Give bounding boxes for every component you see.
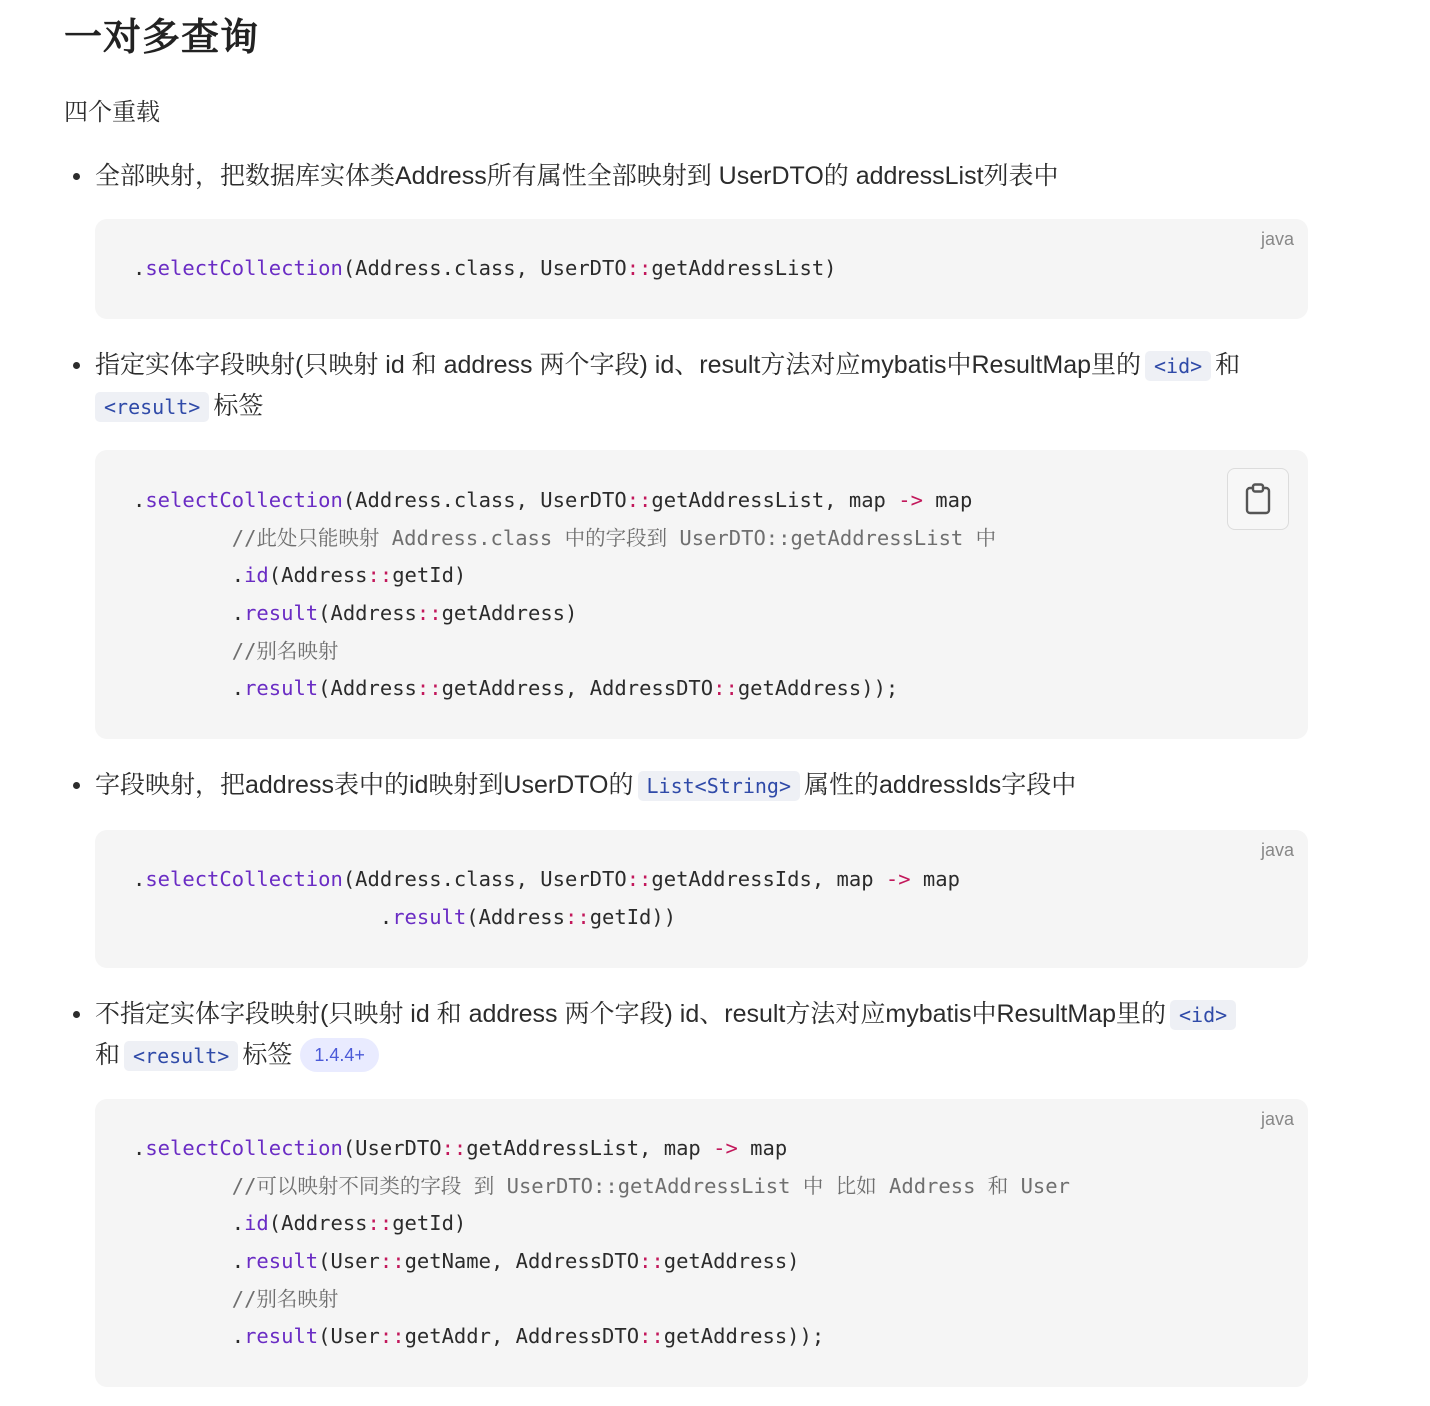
bullet-text: 指定实体字段映射(只映射 id 和 address 两个字段) id、result方法对应mybatis中ResultMap里的 (95, 351, 1141, 379)
code-line: .selectCollection(UserDTO::getAddressList, map -> map (133, 1136, 788, 1160)
bullet-text: 和 (1215, 351, 1241, 379)
code-content[interactable] (133, 482, 996, 708)
code-line: .result(User::getAddr, AddressDTO::getAddress)); (133, 1324, 825, 1349)
bullet-text: 属性的addressIds字段中 (804, 771, 1077, 799)
version-badge: 1.4.4+ (300, 1038, 379, 1072)
code-line: .result(Address::getId)) (133, 904, 677, 929)
code-line: //可以映射不同类的字段 到 UserDTO::getAddressList 中 比如 Address 和 User (231, 1173, 1070, 1198)
code-block (95, 830, 1308, 968)
code-line: .id(Address::getId) (133, 1211, 467, 1236)
inline-code: List<String> (638, 771, 801, 801)
bullet-text: 不指定实体字段映射(只映射 id 和 address 两个字段) id、result方法对应mybatis中ResultMap里的 (95, 1000, 1166, 1028)
code-line: //此处只能映射 Address.class 中的字段到 UserDTO::getAddressList 中 (231, 525, 997, 550)
code-line: //别名映射 (231, 1286, 339, 1311)
bullet-text: 全部映射，把数据库实体类Address所有属性全部映射到 UserDTO的 addressList列表中 (95, 162, 1059, 190)
bullet-text: 字段映射，把address表中的id映射到UserDTO的 (95, 771, 634, 799)
code-block (95, 450, 1308, 739)
bullet-text: 标签 (242, 1041, 293, 1069)
list-item (95, 345, 1310, 427)
code-block (95, 1099, 1308, 1387)
bullet-text: 和 (95, 1041, 121, 1069)
code-content[interactable] (133, 861, 960, 936)
clipboard-icon (1244, 483, 1272, 515)
code-language-label: java (1260, 1109, 1294, 1129)
code-line: .result(User::getName, AddressDTO::getAddress) (133, 1249, 800, 1274)
code-content[interactable] (133, 250, 837, 288)
bullet-text: 标签 (213, 392, 264, 420)
code-line: .selectCollection(Address.class, UserDTO::getAddressList, map -> map (133, 488, 973, 512)
copy-button[interactable] (1227, 468, 1289, 530)
code-line: .selectCollection(Address.class, UserDTO::getAddressList) (133, 256, 837, 280)
inline-code: <result> (95, 392, 209, 422)
code-language-label: java (1260, 229, 1294, 249)
page-title: 一对多查询 (64, 17, 260, 59)
code-language-label: java (1260, 840, 1294, 860)
intro-text: 四个重载 (64, 99, 160, 126)
list-item (95, 156, 1310, 196)
list-item (95, 765, 1310, 806)
code-block (95, 219, 1308, 319)
code-line: //别名映射 (231, 638, 339, 663)
inline-code: <id> (1170, 1000, 1236, 1030)
code-line: .result(Address::getAddress, AddressDTO::getAddress)); (133, 676, 899, 701)
code-content[interactable] (133, 1130, 1070, 1356)
inline-code: <result> (124, 1041, 238, 1071)
code-line: .selectCollection(Address.class, UserDTO::getAddressIds, map -> map (133, 867, 960, 891)
list-item (95, 994, 1310, 1076)
code-line: .result(Address::getAddress) (133, 601, 578, 626)
inline-code: <id> (1145, 351, 1211, 381)
code-line: .id(Address::getId) (133, 563, 467, 588)
